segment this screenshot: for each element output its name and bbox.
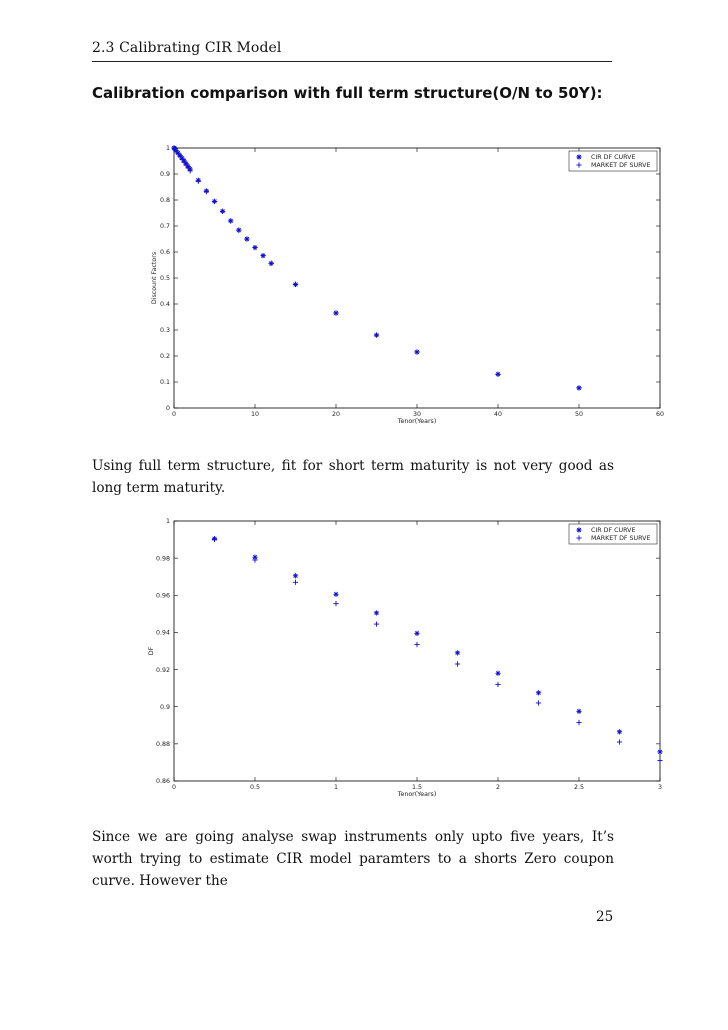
x-tick-label: 40 (493, 411, 503, 418)
legend-entry: CIR DF CURVE (591, 527, 636, 535)
data-point-cir (414, 631, 419, 636)
x-axis-label: Tenor(Years) (397, 418, 437, 425)
y-tick-label: 0.5 (159, 275, 170, 283)
y-tick-label: 0.88 (155, 741, 170, 749)
data-point-cir (293, 573, 298, 578)
x-tick-label: 60 (655, 411, 665, 418)
data-point-cir (495, 671, 500, 676)
data-point-cir (374, 610, 379, 615)
y-tick-label: 0.98 (155, 555, 170, 563)
y-tick-label: 1 (165, 518, 170, 526)
x-tick-label: 1.5 (411, 784, 423, 791)
y-tick-label: 0.9 (159, 171, 170, 179)
y-tick-label: 0.96 (155, 592, 170, 600)
legend-entry: MARKET DF SURVE (591, 162, 651, 170)
x-tick-label: 0 (171, 411, 177, 418)
paragraph-swap-instruments: Since we are going analyse swap instruments only upto five years, It’s worth trying to estimate CIR model paramters to a shorts Zero coupon curve. However the (92, 829, 614, 889)
legend-marker-cir (576, 527, 581, 532)
x-tick-label: 20 (331, 411, 341, 418)
y-tick-label: 0.6 (159, 249, 170, 257)
page-number: 25 (596, 909, 614, 925)
y-tick-label: 0.86 (155, 778, 170, 786)
y-tick-label: 0.3 (159, 327, 170, 335)
y-tick-label: 0.92 (155, 666, 170, 674)
section-title: Calibration comparison with full term structure(O/N to 50Y): (92, 84, 603, 102)
legend-entry: CIR DF CURVE (591, 154, 636, 162)
running-head: 2.3 Calibrating CIR Model (92, 40, 282, 56)
x-tick-label: 0 (171, 784, 177, 791)
y-tick-label: 1 (165, 145, 170, 153)
x-tick-label: 2 (495, 784, 501, 791)
y-tick-label: 0.4 (159, 301, 170, 309)
x-axis-label: Tenor(Years) (397, 791, 437, 798)
y-axis-label: DF (148, 646, 155, 656)
y-axis-label: Discount Factors (151, 251, 158, 305)
y-tick-label: 0.8 (159, 197, 170, 205)
y-tick-label: 0.2 (159, 353, 170, 361)
x-tick-label: 50 (574, 411, 584, 418)
data-point-cir (333, 592, 338, 597)
data-point-cir (617, 729, 622, 734)
x-tick-label: 1 (333, 784, 339, 791)
paragraph-full-term-fit: Using full term structure, fit for short term maturity is not very good as long term maturity. (92, 458, 614, 496)
y-tick-label: 0.1 (159, 379, 170, 387)
data-point-cir (455, 650, 460, 655)
data-point-cir (576, 709, 581, 714)
y-tick-label: 0.94 (155, 629, 170, 637)
data-point-cir (657, 749, 662, 754)
x-tick-label: 10 (250, 411, 260, 418)
plot-area (174, 521, 660, 781)
y-tick-label: 0 (165, 405, 170, 413)
y-tick-label: 0.9 (159, 703, 170, 711)
x-tick-label: 0.5 (249, 784, 261, 791)
x-tick-label: 30 (412, 411, 422, 418)
data-point-cir (536, 690, 541, 695)
x-tick-label: 2.5 (573, 784, 585, 791)
legend-entry: MARKET DF SURVE (591, 535, 651, 543)
x-tick-label: 3 (657, 784, 663, 791)
y-tick-label: 0.7 (159, 223, 170, 231)
